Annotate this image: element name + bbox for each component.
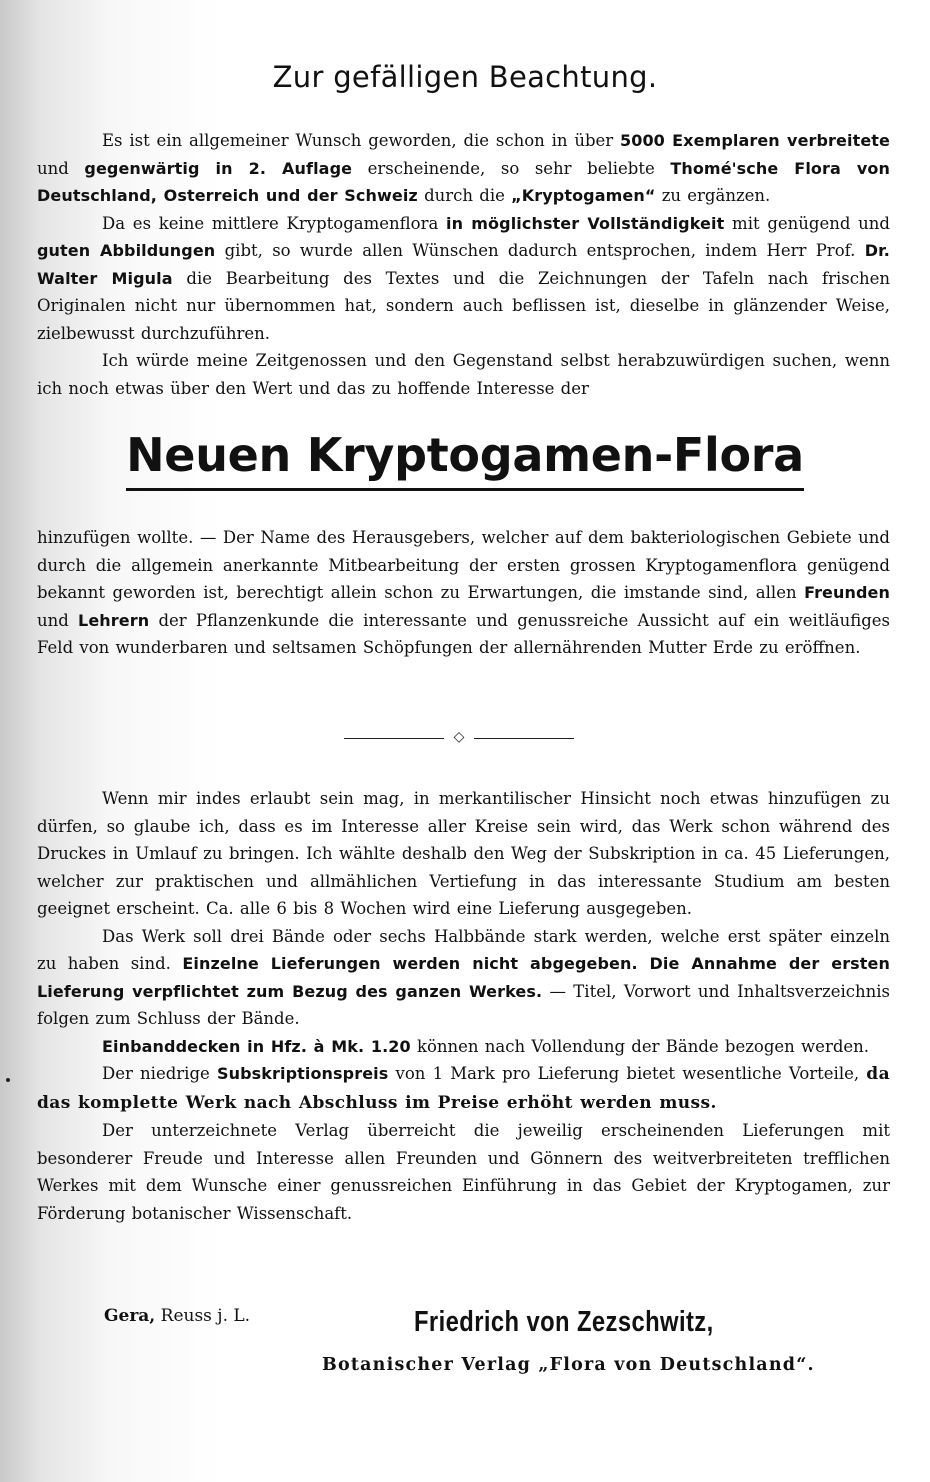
divider-line-left (344, 738, 444, 739)
signature-name: Friedrich von Zezschwitz, (414, 1306, 714, 1338)
place-line: Gera, Reuss j. L. (104, 1306, 251, 1326)
margin-speck (6, 1078, 10, 1082)
subscription-text (37, 785, 890, 1227)
intro-paragraph-3: Ich würde meine Zeitgenossen und den Gegenstand selbst herabzuwürdigen suchen, wenn ich noch etwas über den Wert und das zu hoffende Interesse der (37, 351, 890, 398)
subscription-paragraph-5: Der unterzeichnete Verlag überreicht die jeweilig erscheinenden Lieferungen mit besonderer Freude und Interesse allen Freunden und Gönnern des weitverbreiteten trefflichen Werkes mit dem Wunsche einer genussreichen Einführung in das Gebiet der Kryptogamen, zur Förderung botanischer Wissenschaft. (37, 1121, 890, 1223)
intro-text (37, 127, 890, 402)
continuation-text (37, 524, 890, 662)
divider-line-right (474, 738, 574, 739)
ornament-divider (344, 728, 574, 748)
page-title: Zur gefälligen Beachtung. (272, 60, 658, 94)
subscription-paragraph-2: Das Werk soll drei Bände oder sechs Halbbände stark werden, welche erst später einzeln zu haben sind. Einzelne Lieferungen werden nicht abgegeben. Die Annahme der ersten Lieferung verpflichtet zum Bezug des ganzen Werkes. — Titel, Vorwort und Inhaltsverzeichnis folgen zum Schluss der Bände. (37, 926, 891, 1028)
publisher-line: Botanischer Verlag „Flora von Deutschland“. (322, 1355, 815, 1375)
intro-paragraph-2: Da es keine mittlere Kryptogamenflora in möglichster Vollständigkeit mit genügend und guten Abbildungen gibt, so wurde allen Wünschen dadurch entsprochen, indem Herr Prof. Dr. Walter Migula die Bearbeitung des Textes und die Zeichnungen der Tafeln nach frischen Originalen nicht nur übernommen hat, sondern auch beflissen ist, dieselbe in glänzender Weise, zielbewusst durchzuführen. (37, 213, 890, 343)
headline-text: Neuen Kryptogamen-Flora (126, 428, 804, 491)
headline (0, 428, 930, 491)
diamond-ornament-icon: ◇ (453, 729, 465, 745)
subscription-paragraph-1: Wenn mir indes erlaubt sein mag, in merkantilischer Hinsicht noch etwas hinzufügen zu dürfen, so glaube ich, dass es im Interesse aller Kreise sein wird, das Werk schon während des Druckes in Umlauf zu bringen. Ich wählte deshalb den Weg der Subskription in ca. 45 Lieferungen, welcher zur praktischen und allmählichen Vertiefung in das interessante Studium am besten geeignet erscheint. Ca. alle 6 bis 8 Wochen wird eine Lieferung ausgegeben. (37, 789, 890, 918)
intro-paragraph-1: Es ist ein allgemeiner Wunsch geworden, die schon in über 5000 Exemplaren verbreitete und gegenwärtig in 2. Auflage erscheinende, so sehr beliebte Thomé'sche Flora von Deutschland, Osterreich und der Schweiz durch die „Kryptogamen“ zu ergänzen. (37, 131, 891, 205)
subscription-paragraph-4: Der niedrige Subskriptionspreis von 1 Mark pro Lieferung bietet wesentliche Vorteile, da das komplette Werk nach Abschluss im Preise erhöht werden muss. (37, 1064, 890, 1113)
subscription-paragraph-3: Einbanddecken in Hfz. à Mk. 1.20 können nach Vollendung der Bände bezogen werden. (102, 1036, 870, 1056)
continuation-paragraph: hinzufügen wollte. — Der Name des Herausgebers, welcher auf dem bakteriologischen Gebiete und durch die allgemein anerkannte Mitbearbeitung der ersten grossen Kryptogamenflora genügend bekannt geworden ist, berechtigt allein schon zu Erwartungen, die imstande sind, allen Freunden und Lehrern der Pflanzenkunde die interessante und genussreiche Aussicht auf ein weitläufiges Feld von wunderbaren und seltsamen Schöpfungen der allernährenden Mutter Erde zu eröffnen. (37, 528, 891, 657)
